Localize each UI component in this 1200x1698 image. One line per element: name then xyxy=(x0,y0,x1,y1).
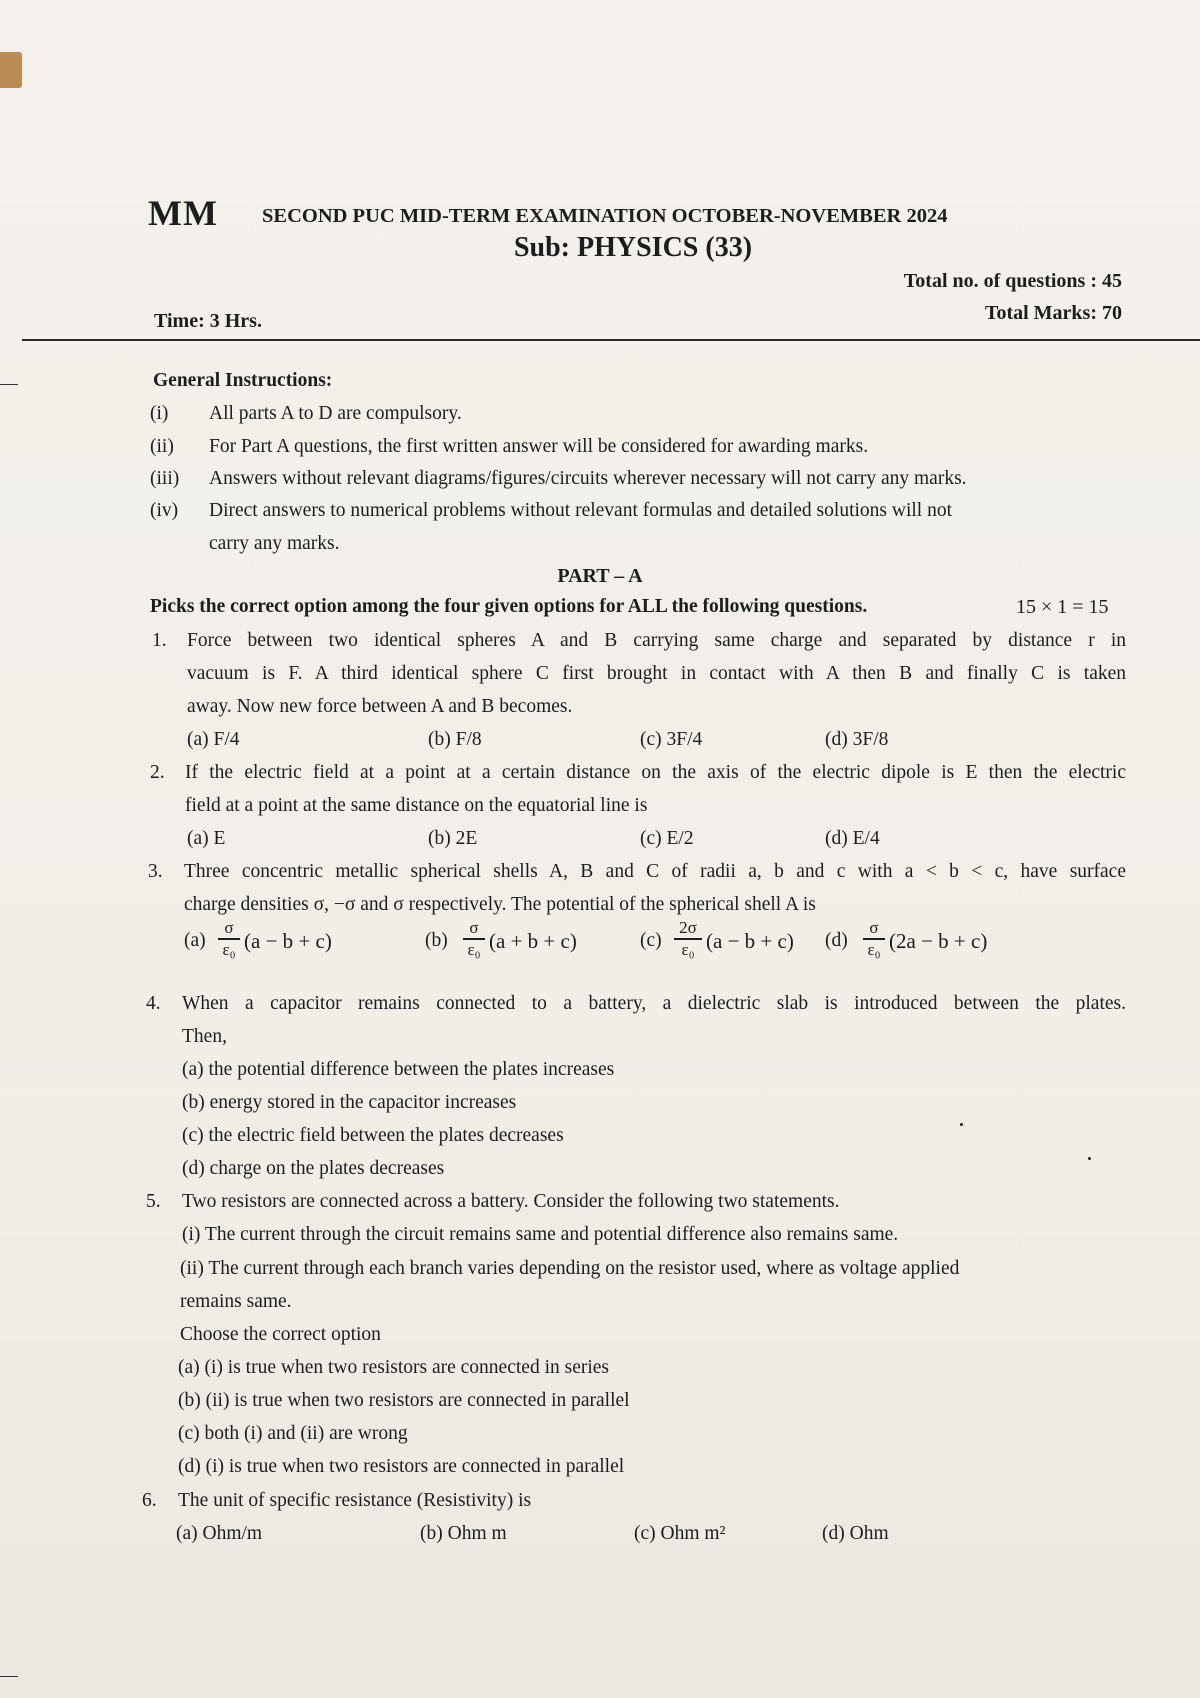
binder-mark xyxy=(0,52,22,88)
option-c: (c) 3F/4 xyxy=(640,729,703,750)
option-label: (b) xyxy=(425,930,448,951)
instruction-number: (iii) xyxy=(150,468,180,489)
option-d: (d) Ohm xyxy=(822,1523,889,1544)
option-label: (a) xyxy=(184,930,206,951)
option-label: (d) xyxy=(825,930,848,951)
instruction-text: Answers without relevant diagrams/figures/circuits wherever necessary will not carry any marks. xyxy=(209,468,967,489)
question-text: Then, xyxy=(182,1026,227,1047)
option-c: (c) E/2 xyxy=(640,828,694,849)
question-number: 6. xyxy=(142,1490,157,1511)
question-text: remains same. xyxy=(180,1291,292,1312)
option-d: (d) charge on the plates decreases xyxy=(182,1158,445,1179)
fraction-numerator: σ xyxy=(869,918,879,937)
option-label: (c) xyxy=(640,930,662,951)
option-b: (b) F/8 xyxy=(428,729,482,750)
question-number: 3. xyxy=(148,861,163,882)
question-number: 2. xyxy=(150,762,165,783)
question-text: field at a point at the same distance on the equatorial line is xyxy=(185,795,648,816)
question-text: Three concentric metallic spherical shells A, B and C of radii a, b and c with a < b < c, have surface xyxy=(184,861,1126,882)
ink-dot xyxy=(1088,1157,1091,1160)
option-b: (b) 2E xyxy=(428,828,478,849)
question-text: Choose the correct option xyxy=(180,1324,381,1345)
fraction xyxy=(674,918,702,960)
instruction-continuation: carry any marks. xyxy=(209,533,340,554)
fraction-numerator: 2σ xyxy=(679,918,697,937)
instruction-item xyxy=(150,468,967,490)
fraction-denominator: ε₀ xyxy=(222,939,236,959)
ink-dot xyxy=(960,1123,963,1126)
edge-tick xyxy=(0,384,18,385)
option-a: (a) E xyxy=(187,828,226,849)
part-instruction: Picks the correct option among the four given options for ALL the following questions. xyxy=(150,596,868,617)
school-code: MM xyxy=(148,193,218,233)
option-c: (c) Ohm m² xyxy=(634,1523,726,1544)
instruction-number: (i) xyxy=(150,403,169,424)
option-a: (a) the potential difference between the plates increases xyxy=(182,1059,615,1080)
option-a: (a) Ohm/m xyxy=(176,1523,263,1544)
option-expression: (a − b + c) xyxy=(244,929,332,953)
part-marks: 15 × 1 = 15 xyxy=(1016,596,1109,618)
fraction xyxy=(463,918,485,960)
question-text: Two resistors are connected across a battery. Consider the following two statements. xyxy=(182,1191,840,1212)
question-text: (i) The current through the circuit remains same and potential difference also remains same. xyxy=(182,1224,899,1245)
option-d: (d) 3F/8 xyxy=(825,729,889,750)
instruction-item xyxy=(150,403,462,425)
header-divider xyxy=(22,339,1200,341)
instruction-text: For Part A questions, the first written answer will be considered for awarding marks. xyxy=(209,436,869,457)
option-d: (d) E/4 xyxy=(825,828,880,849)
option-c: (c) the electric field between the plates decreases xyxy=(182,1125,564,1146)
instruction-text: All parts A to D are compulsory. xyxy=(209,403,462,424)
subject-title: Sub: PHYSICS (33) xyxy=(513,232,753,263)
fraction xyxy=(863,918,885,960)
exam-time: Time: 3 Hrs. xyxy=(154,310,262,332)
option-expression: (a + b + c) xyxy=(489,929,577,953)
question-text: vacuum is F. A third identical sphere C first brought in contact with A then B and finally C is taken xyxy=(187,663,1126,684)
instruction-text: Direct answers to numerical problems without relevant formulas and detailed solutions will not xyxy=(209,500,952,521)
instruction-item xyxy=(150,436,868,458)
question-text: (ii) The current through each branch varies depending on the resistor used, where as voltage applied xyxy=(180,1258,960,1279)
question-text: away. Now new force between A and B becomes. xyxy=(187,696,573,717)
instruction-item xyxy=(150,500,952,522)
option-expression: (2a − b + c) xyxy=(889,929,988,953)
option-b: (b) energy stored in the capacitor increases xyxy=(182,1092,517,1113)
question-text: The unit of specific resistance (Resistivity) is xyxy=(178,1490,532,1511)
question-number: 5. xyxy=(146,1191,161,1212)
option-b: (b) Ohm m xyxy=(420,1523,507,1544)
fraction-denominator: ε₀ xyxy=(867,939,881,959)
instructions-title: General Instructions: xyxy=(153,370,333,391)
question-text: When a capacitor remains connected to a battery, a dielectric slab is introduced between the plates. xyxy=(182,993,1126,1014)
fraction-numerator: σ xyxy=(224,918,234,937)
fraction-denominator: ε₀ xyxy=(681,939,695,959)
fraction-numerator: σ xyxy=(469,918,479,937)
edge-tick xyxy=(0,1676,18,1677)
total-marks: Total Marks: 70 xyxy=(984,302,1122,324)
fraction-denominator: ε₀ xyxy=(467,939,481,959)
option-expression: (a − b + c) xyxy=(706,929,794,953)
option-b: (b) (ii) is true when two resistors are connected in parallel xyxy=(178,1390,630,1411)
question-text: If the electric field at a point at a certain distance on the axis of the electric dipole is E then the electric xyxy=(185,762,1126,783)
option-a: (a) F/4 xyxy=(187,729,240,750)
option-d: (d) (i) is true when two resistors are connected in parallel xyxy=(178,1456,625,1477)
question-text: Force between two identical spheres A and B carrying same charge and separated by distance r in xyxy=(187,630,1126,651)
instruction-number: (iv) xyxy=(150,500,179,521)
instruction-number: (ii) xyxy=(150,436,174,457)
total-questions: Total no. of questions : 45 xyxy=(903,270,1122,292)
question-number: 1. xyxy=(152,630,167,651)
exam-title: SECOND PUC MID-TERM EXAMINATION OCTOBER-NOVEMBER 2024 xyxy=(262,205,948,227)
fraction xyxy=(218,918,240,960)
part-title: PART – A xyxy=(557,565,643,587)
option-c: (c) both (i) and (ii) are wrong xyxy=(178,1423,408,1444)
option-a: (a) (i) is true when two resistors are connected in series xyxy=(178,1357,610,1378)
question-text: charge densities σ, −σ and σ respectively. The potential of the spherical shell A is xyxy=(184,894,816,915)
question-number: 4. xyxy=(146,993,161,1014)
